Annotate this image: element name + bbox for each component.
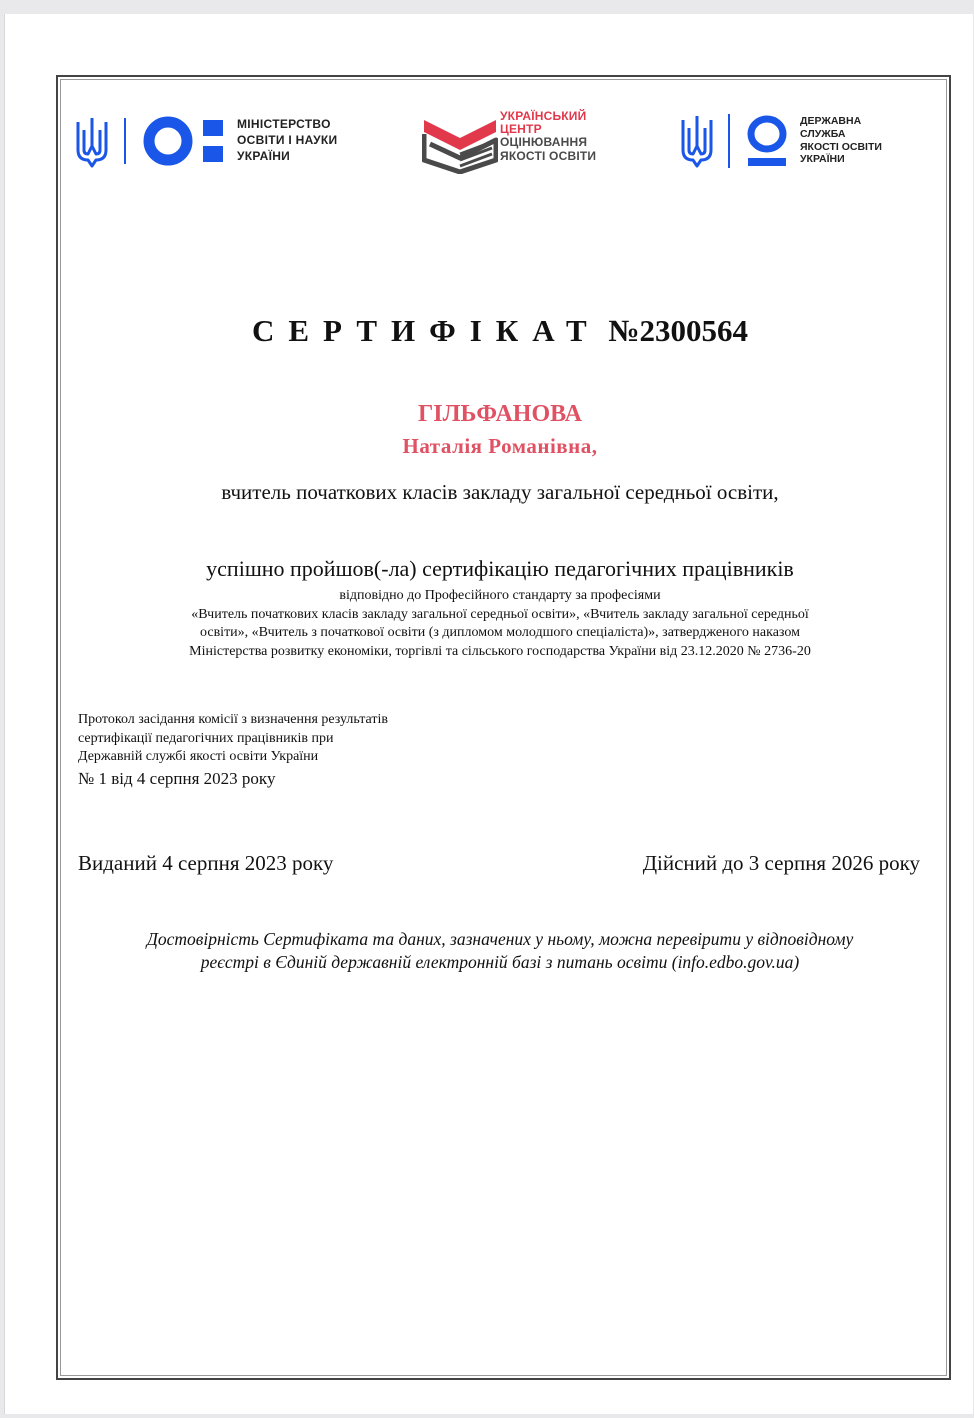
logo-divider	[728, 114, 730, 168]
logo-divider	[124, 118, 126, 164]
certificate-title-word: СЕРТИФІКАТ	[251, 313, 601, 348]
holder-surname: ГІЛЬФАНОВА	[418, 401, 582, 427]
certificate-number: №2300564	[608, 313, 749, 348]
holder-given-names: Наталія Романівна,	[402, 434, 598, 458]
trident-icon	[75, 116, 109, 168]
professional-standard: відповідно до Професійного стандарту за професіями «Вчитель початкових класів закладу загальної середньої освіти», «Вчитель закладу загальної середньої освіти», «Вчитель з початкової освіти (з дипломом молодшого спеціаліста)», затвердженого наказом Міністерства розвитку економіки, торгівлі та сільського господарства України від 23.12.2020 № 2736-20	[189, 588, 811, 659]
certificate-title	[60, 313, 940, 349]
dsyo-logo	[680, 112, 910, 172]
protocol-number: № 1 від 4 серпня 2023 року	[78, 768, 276, 788]
verification-note: Достовірність Сертифіката та даних, зазначених у ньому, можна перевірити у відповідному реєстрі в Єдиній державній електронній базі з питань освіти (info.edbo.gov.ua)	[146, 929, 854, 972]
ministry-name: МІНІСТЕРСТВО ОСВІТИ І НАУКИ УКРАЇНИ	[237, 117, 338, 164]
protocol-block: Протокол засідання комісії з визначення результатів сертифікації педагогічних працівників при Державній службі якості освіти України № 1 від 4 серпня 2023 року	[78, 711, 388, 791]
dsyo-name: ДЕРЖАВНА СЛУЖБА ЯКОСТІ ОСВІТИ УКРАЇНИ	[800, 115, 882, 166]
certification-statement: успішно пройшов(-ла) сертифікацію педагогічних працівників	[206, 556, 794, 581]
valid-until-date: Дійсний до 3 серпня 2026 року	[642, 851, 920, 875]
trident-icon	[680, 114, 714, 168]
ucoz-name: УКРАЇНСЬКИЙ ЦЕНТР ОЦІНЮВАННЯ ЯКОСТІ ОСВІТИ	[500, 109, 597, 163]
issued-date: Виданий 4 серпня 2023 року	[78, 851, 334, 875]
ministry-logo	[75, 112, 365, 172]
ucoz-logo	[422, 110, 622, 176]
book-icon	[422, 110, 498, 174]
ministry-symbol-icon	[143, 116, 227, 168]
holder-position: вчитель початкових класів закладу загальної середньої освіти,	[221, 480, 779, 504]
education-quality-symbol-icon	[744, 114, 790, 170]
